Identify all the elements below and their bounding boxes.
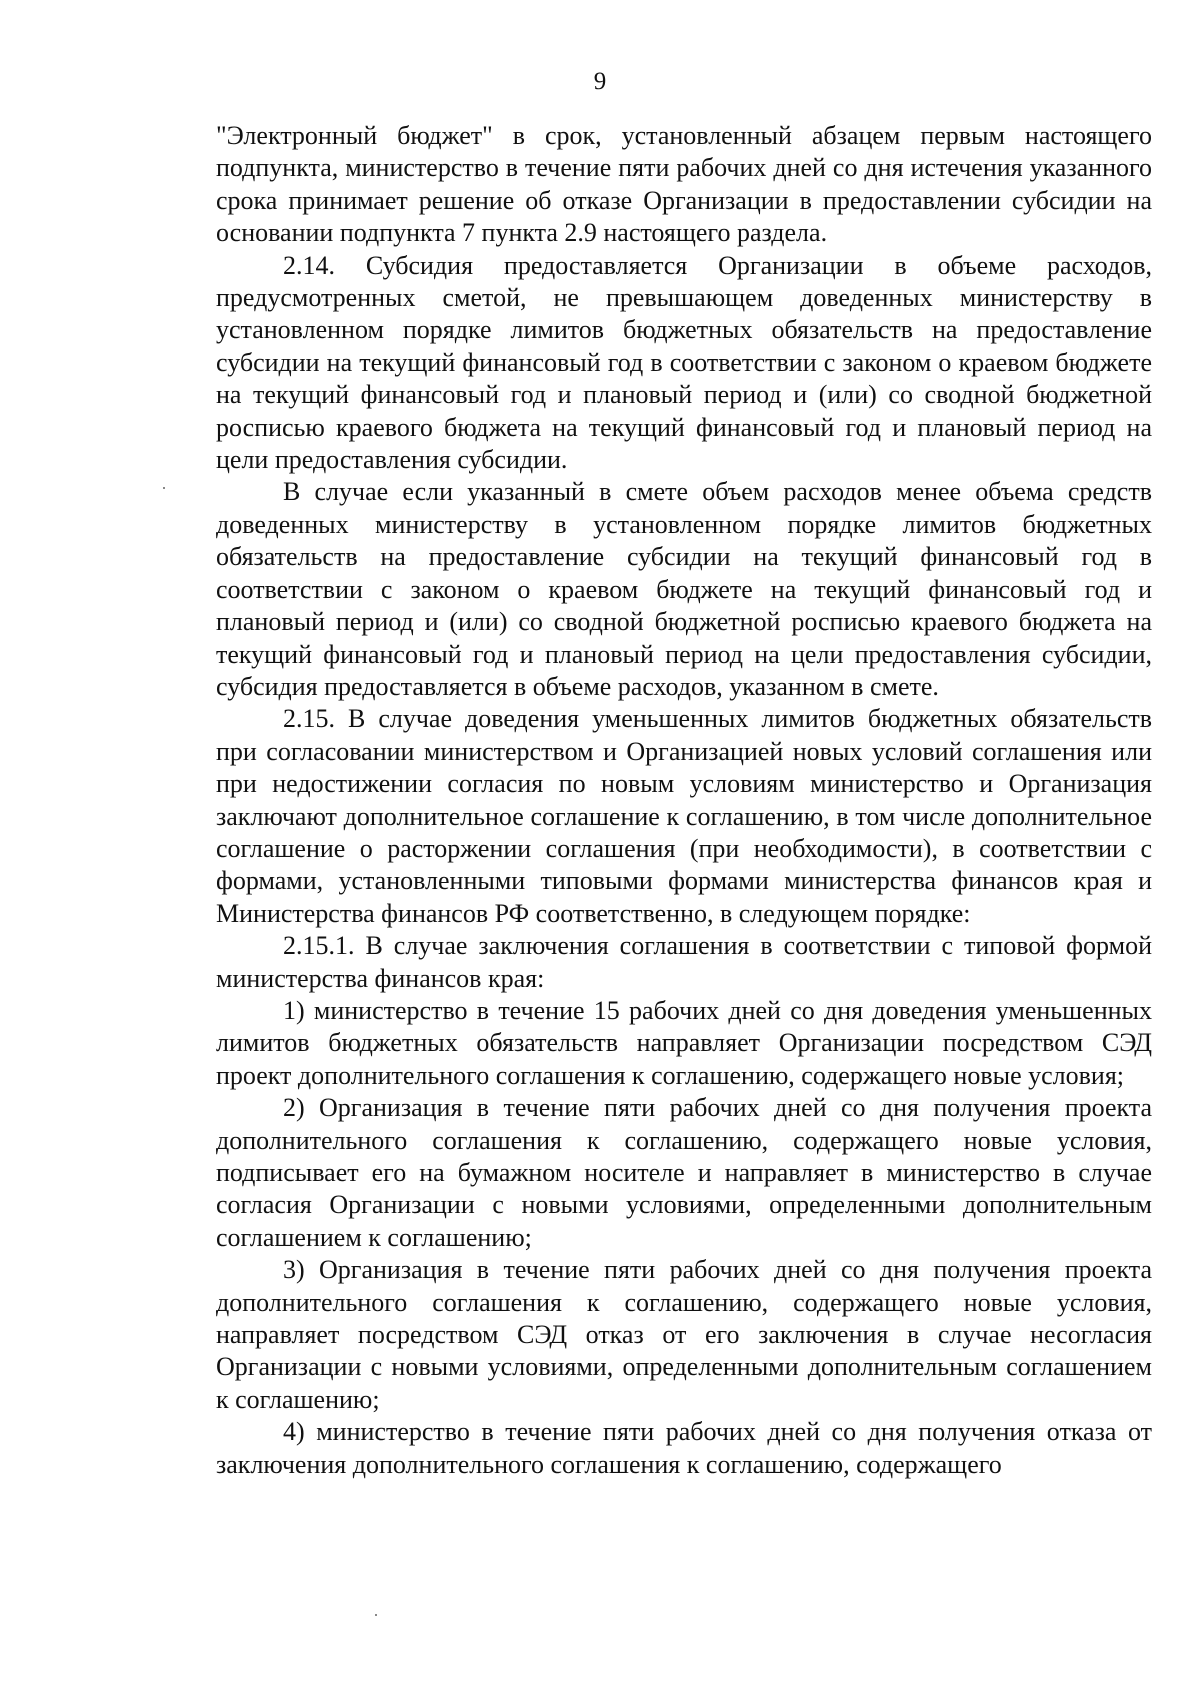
list-item-4: 4) министерство в течение пяти рабочих дней со дня получения отказа от заключения дополнительного соглашения к соглашению, содержащего xyxy=(216,1417,1152,1479)
document-body xyxy=(216,120,1152,1481)
paragraph-2-15-1: 2.15.1. В случае заключения соглашения в соответствии с типовой формой министерства финансов края: xyxy=(216,931,1152,993)
scan-artifact-mark xyxy=(163,487,165,489)
list-item-1: 1) министерство в течение 15 рабочих дней со дня доведения уменьшенных лимитов бюджетных обязательств направляет Организации посредством СЭД проект дополнительного соглашения к соглашению, содержащего новые условия; xyxy=(216,995,1152,1090)
list-item-3: 3) Организация в течение пяти рабочих дней со дня получения проекта дополнительного соглашения к соглашению, содержащего новые условия, направляет посредством СЭД отказ от его заключения в случае несогласия Организации с новыми условиями, определенными дополнительным соглашением к соглашению; xyxy=(216,1255,1152,1414)
page-number: 9 xyxy=(593,68,607,95)
paragraph-2-14: 2.14. Субсидия предоставляется Организации в объеме расходов, предусмотренных сметой, не превышающем доведенных министерству в установленном порядке лимитов бюджетных обязательств на предоставление субсидии на текущий финансовый год в соответствии с законом о краевом бюджете на текущий финансовый год и плановый период и (или) со сводной бюджетной росписью краевого бюджета на текущий финансовый год и плановый период на цели предоставления субсидии. xyxy=(216,250,1152,475)
scan-artifact-mark xyxy=(375,1614,377,1616)
list-item-2: 2) Организация в течение пяти рабочих дней со дня получения проекта дополнительного соглашения к соглашению, содержащего новые условия, подписывает его на бумажном носителе и направляет в министерство в случае согласия Организации с новыми условиями, определенными дополнительным соглашением к соглашению; xyxy=(216,1093,1152,1252)
paragraph-2-14-case: В случае если указанный в смете объем расходов менее объема средств доведенных министерству в установленном порядке лимитов бюджетных обязательств на предоставление субсидии на текущий финансовый год в соответствии с законом о краевом бюджете на текущий финансовый год и плановый период и (или) со сводной бюджетной росписью краевого бюджета на текущий финансовый год и плановый период на цели предоставления субсидии, субсидия предоставляется в объеме расходов, указанном в смете. xyxy=(216,477,1152,701)
paragraph-continuation: "Электронный бюджет" в срок, установленный абзацем первым настоящего подпункта, министерство в течение пяти рабочих дней со дня истечения указанного срока принимает решение об отказе Организации в предоставлении субсидии на основании подпункта 7 пункта 2.9 настоящего раздела. xyxy=(216,121,1152,248)
paragraph-2-15: 2.15. В случае доведения уменьшенных лимитов бюджетных обязательств при согласовании министерством и Организацией новых условий соглашения или при недостижении согласия по новым условиям министерство и Организация заключают дополнительное соглашение к соглашению, в том числе дополнительное соглашение о расторжении соглашения (при необходимости), в соответствии с формами, установленными типовыми формами министерства финансов края и Министерства финансов РФ соответственно, в следующем порядке: xyxy=(216,704,1152,928)
